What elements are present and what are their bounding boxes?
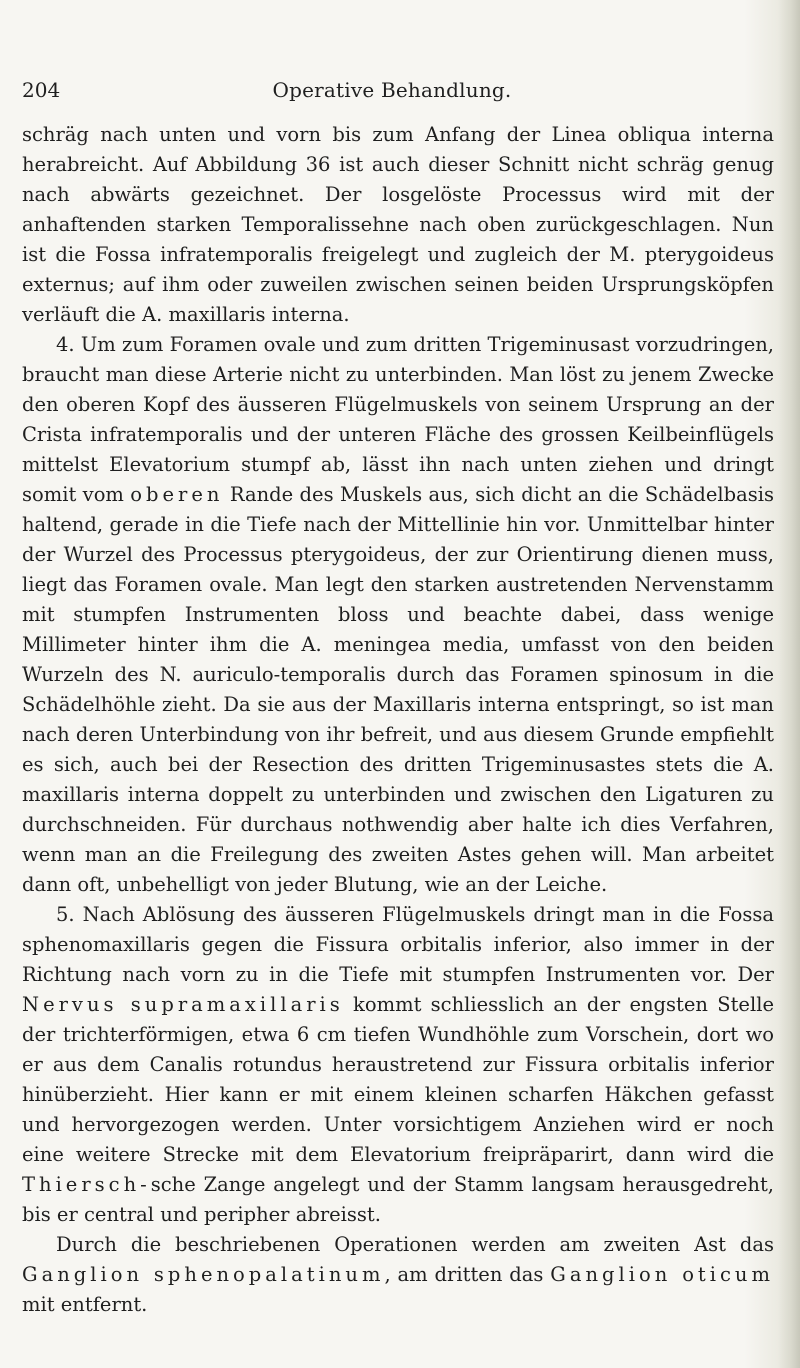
page-header bbox=[22, 78, 762, 108]
running-head: Operative Behandlung. bbox=[272, 78, 512, 102]
paragraph-continuation bbox=[22, 120, 774, 330]
paragraph-text: schräg nach unten und vorn bis zum Anfang der Linea obliqua interna herabreicht. Auf Abbildung 36 ist auch dieser Schnitt nicht schräg genug nach abwärts gezeichnet. Der losgelöste Processus wird mit der anhaftenden starken Temporalissehne nach oben zurückgeschlagen. Nun ist die Fossa infratemporalis freigelegt und zugleich der M. pterygoideus externus; auf ihm oder zuweilen zwischen seinen beiden Ursprungsköpfen verläuft die A. maxillaris interna. bbox=[22, 123, 774, 326]
paragraph-step-5 bbox=[22, 900, 774, 1230]
emphasis-spaced: Thiersch- bbox=[22, 1173, 151, 1196]
page-number: 204 bbox=[22, 78, 61, 102]
paragraph-step-4 bbox=[22, 330, 774, 900]
paragraph-text: Durch die beschriebenen Operationen werden am zweiten Ast das bbox=[56, 1233, 774, 1256]
paragraph-text: kommt schliesslich an der engsten Stelle der trichterförmigen, etwa 6 cm tiefen Wundhöhle zum Vorschein, dort wo er aus dem Canalis rotundus heraustretend zur Fissura orbitalis inferior hinüberzieht. Hier kann er mit einem kleinen scharfen Häkchen gefasst und hervorgezogen werden. Unter vorsichtigem Anziehen wird er noch eine weitere Strecke mit dem Elevatorium freipräparirt, dann wird die bbox=[22, 993, 774, 1166]
paragraph-text: sche Zange angelegt und der Stamm langsam herausgedreht, bis er central und peripher abreisst. bbox=[22, 1173, 774, 1226]
emphasis-spaced: Ganglion sphenopalatinum bbox=[22, 1263, 385, 1286]
emphasis-spaced: oberen bbox=[130, 483, 224, 506]
body-text bbox=[22, 120, 774, 1320]
paragraph-text: 4. Um zum Foramen ovale und zum dritten Trigeminusast vorzudringen, braucht man diese Arterie nicht zu unterbinden. Man löst zu jenem Zwecke den oberen Kopf des äusseren Flügelmuskels von seinem Ursprung an der Crista infratemporalis und der unteren Fläche des grossen Keilbeinflügels mittelst Elevatorium stumpf ab, lässt ihn nach unten ziehen und dringt somit vom bbox=[22, 333, 774, 506]
paragraph-text: Rande des Muskels aus, sich dicht an die Schädelbasis haltend, gerade in die Tiefe nach der Mittellinie hin vor. Unmittelbar hinter der Wurzel des Processus pterygoideus, der zur Orientirung dienen muss, liegt das Foramen ovale. Man legt den starken austretenden Nervenstamm mit stumpfen Instrumenten bloss und beachte dabei, dass wenige Millimeter hinter ihm die A. meningea media, umfasst von den beiden Wurzeln des N. auriculo-temporalis durch das Foramen spinosum in die Schädelhöhle zieht. Da sie aus der Maxillaris interna entspringt, so ist man nach deren Unterbindung von ihr befreit, und aus diesem Grunde empfiehlt es sich, auch bei der Resection des dritten Trigeminusastes stets die A. maxillaris interna doppelt zu unterbinden und zwischen den Ligaturen zu durchschneiden. Für durchaus nothwendig aber halte ich dies Verfahren, wenn man an die Freilegung des zweiten Astes gehen will. Man arbeitet dann oft, unbehelligt von jeder Blutung, wie an der Leiche. bbox=[22, 483, 774, 896]
paragraph-text: 5. Nach Ablösung des äusseren Flügelmuskels dringt man in die Fossa sphenomaxillaris gegen die Fissura orbitalis inferior, also immer in der Richtung nach vorn zu in die Tiefe mit stumpfen Instrumenten vor. Der bbox=[22, 903, 774, 986]
paragraph-text: mit entfernt. bbox=[22, 1293, 148, 1316]
paragraph-text: , am dritten das bbox=[384, 1263, 551, 1286]
emphasis-spaced: Nervus supramaxillaris bbox=[22, 993, 344, 1016]
paragraph-conclusion bbox=[22, 1230, 774, 1320]
emphasis-spaced: Ganglion oticum bbox=[550, 1263, 774, 1286]
page-edge-shadow bbox=[778, 0, 800, 1368]
